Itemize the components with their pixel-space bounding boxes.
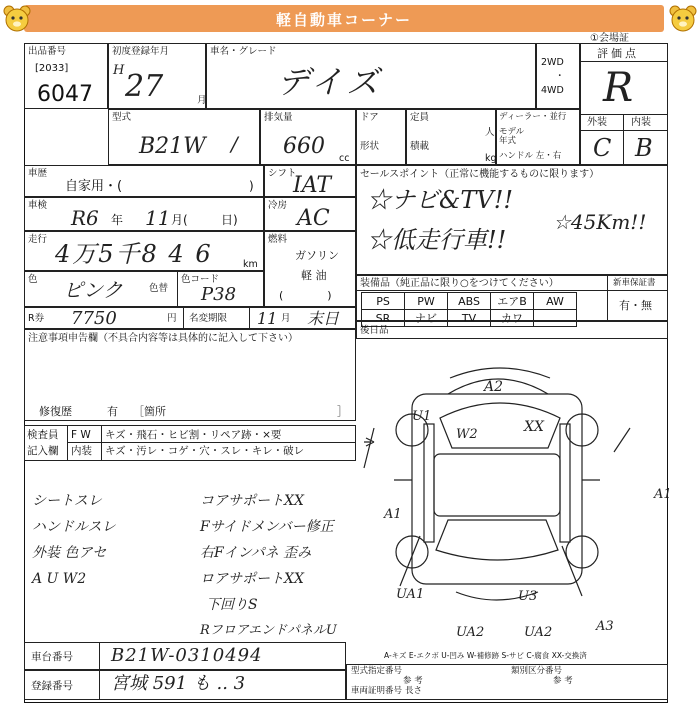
recycle-label: R券 xyxy=(28,313,45,324)
venue-note: ①会場証 xyxy=(590,33,629,44)
car-damage-diagram xyxy=(330,330,668,640)
damage-mark-a1: A1 xyxy=(384,507,402,522)
model-cell xyxy=(108,109,260,165)
damage-mark-a3: A3 xyxy=(596,619,614,634)
category-value: 自家用・( xyxy=(65,179,123,194)
sales-point-2: ☆低走行車!! xyxy=(367,226,507,254)
equip-sr: SR xyxy=(362,310,405,327)
capacity-unit: 人 xyxy=(485,127,495,138)
recycle-value: 7750 xyxy=(71,308,117,329)
mileage-cell xyxy=(24,231,264,271)
inspection-month-unit: 月( xyxy=(171,213,188,227)
capacity-label: 定員 xyxy=(410,112,430,123)
drive-sep: ・ xyxy=(555,71,565,82)
inspector-interior-label: 内装 xyxy=(71,445,92,457)
category-label: 車歴 xyxy=(28,168,48,179)
damage-mark-a1: A1 xyxy=(654,487,672,502)
bottom-right-cell xyxy=(346,664,668,700)
damage-mark-ua2: UA2 xyxy=(456,625,485,640)
registration-label: 登録番号 xyxy=(31,680,73,692)
warranty-label: 新車保証書 xyxy=(613,278,656,288)
displacement-value: 660 xyxy=(283,134,325,159)
first-reg-year: 27 xyxy=(125,69,164,104)
exterior-label: 外装 xyxy=(587,117,607,128)
lot-label: 出品番号 xyxy=(28,46,67,57)
equip-navi: ナビ xyxy=(405,310,448,327)
inspector-note: ハンドルスレ xyxy=(32,519,116,535)
chassis-value: B21W-0310494 xyxy=(111,645,263,666)
repair-value: 有 xyxy=(107,405,118,418)
color-cell xyxy=(24,271,264,307)
equip-aw: AW xyxy=(534,293,577,310)
transfer-month: 11 xyxy=(257,309,278,328)
shift-value: IAT xyxy=(293,173,332,198)
divider xyxy=(177,272,178,306)
inspection-value: R6 xyxy=(71,206,99,230)
ac-label: 冷房 xyxy=(268,200,288,211)
category-no-label: 類別区分番号 xyxy=(511,666,563,676)
chassis-label: 車台番号 xyxy=(31,651,73,663)
registration-value: 宮城 591 も .. 3 xyxy=(111,673,246,694)
shape-label: 形状 xyxy=(360,141,380,152)
equip-ps: PS xyxy=(362,293,405,310)
handle-label: ハンドル 左・右 xyxy=(499,151,562,161)
ac-cell xyxy=(264,197,356,231)
category-close: ) xyxy=(249,179,254,193)
equip-leather: カワ xyxy=(491,310,534,327)
lot-sub: [2033] xyxy=(35,63,69,74)
inspector-note: 外装 色アセ xyxy=(32,545,107,561)
damage-mark-ua2: UA2 xyxy=(524,625,553,640)
inspector-note: コアサポートXX xyxy=(200,493,304,509)
equip-tv: TV xyxy=(448,310,491,327)
transfer-end: 末日 xyxy=(307,309,340,328)
header-title: 軽自動車コーナー xyxy=(275,11,412,29)
ac-value: AC xyxy=(297,206,330,231)
shift-label: シフト xyxy=(268,168,297,179)
color-value: ピンク xyxy=(63,278,123,302)
notes-label: 注意事項申告欄（不具合内容等は具体的に記入して下さい） xyxy=(28,333,298,344)
model-mark: / xyxy=(231,132,238,156)
inspector-note: A U W2 xyxy=(32,571,87,587)
transfer-month-unit: 月 xyxy=(281,313,291,324)
first-reg-label: 初度登録年月 xyxy=(112,46,170,57)
fuel-gasoline: ガソリン xyxy=(295,249,339,262)
inspector-label-1: 検査員 xyxy=(27,429,59,441)
sales-points-cell xyxy=(356,165,668,275)
cert-label: 車両証明番号 xyxy=(351,686,403,696)
car-name-label: 車名・グレード xyxy=(210,46,277,57)
first-reg-month: 月 xyxy=(197,95,207,106)
car-name-value: デイズ xyxy=(277,63,383,101)
evaluation-score: R xyxy=(603,65,634,111)
divider xyxy=(581,130,667,131)
equipment-label: 装備品（純正品に限り○をつけてください） xyxy=(360,278,559,289)
drive-2wd: 2WD xyxy=(541,57,564,68)
fuel-other: ( ) xyxy=(279,289,332,302)
length-label: 長さ xyxy=(405,686,423,696)
door-cell xyxy=(356,109,406,165)
mileage-unit: km xyxy=(243,259,258,270)
mileage-label: 走行 xyxy=(28,234,48,245)
interior-label: 内装 xyxy=(631,117,651,128)
sales-point-3: ☆45Km!! xyxy=(553,210,647,234)
evaluation-cell xyxy=(580,43,668,165)
ref-label: 参 考 xyxy=(553,676,573,686)
lot-number: 6047 xyxy=(37,82,93,107)
shift-cell xyxy=(264,165,356,197)
divider xyxy=(99,643,100,669)
damage-mark-a2: A2 xyxy=(484,379,504,395)
divider xyxy=(581,114,667,115)
divider xyxy=(101,426,102,460)
inspector-fw-label: F W xyxy=(71,429,91,441)
damage-mark-xx: XX xyxy=(524,419,544,435)
inspector-cell xyxy=(24,425,356,461)
first-reg-era: H xyxy=(113,63,125,78)
inspector-note: シートスレ xyxy=(32,493,102,509)
load-unit: kg xyxy=(485,153,497,164)
notes-cell xyxy=(24,329,356,421)
inspection-label: 車検 xyxy=(28,200,48,211)
model-label: 型式 xyxy=(112,112,132,123)
first-reg-cell xyxy=(108,43,206,109)
bear-mascot-icon xyxy=(2,4,32,34)
mileage-value: 4万5千8 4 6 xyxy=(55,240,213,268)
divider xyxy=(67,426,68,460)
equip-airbag: エアB xyxy=(491,293,534,310)
inspector-note: 下回りS xyxy=(206,597,258,613)
recycle-unit: 円 xyxy=(167,313,177,324)
inspection-year-unit: 年 xyxy=(111,213,124,227)
divider xyxy=(183,308,184,328)
sales-point-1: ☆ナビ&TV!! xyxy=(367,186,513,214)
bear-mascot-icon xyxy=(668,4,698,34)
chassis-cell xyxy=(24,642,346,670)
car-name-cell xyxy=(206,43,536,109)
evaluation-label: 評価点 xyxy=(597,47,639,60)
displacement-unit: cc xyxy=(339,153,350,164)
dealer-cell xyxy=(496,109,580,165)
damage-legend: A-キズ E-エクボ U-凹み W-補修跡 S-サビ C-腐食 XX-交換済 xyxy=(384,651,587,660)
equipment-cell xyxy=(356,275,668,325)
equip-abs: ABS xyxy=(448,293,491,310)
load-label: 積載 xyxy=(410,141,430,152)
model-value: B21W xyxy=(139,134,206,159)
inspection-month: 11 xyxy=(145,206,171,230)
drive-4wd: 4WD xyxy=(541,85,564,96)
equip-pw: PW xyxy=(405,293,448,310)
header-banner xyxy=(24,5,664,32)
inspector-note: 右Fインパネ 歪み xyxy=(200,545,312,561)
inspector-label-2: 記入欄 xyxy=(27,445,59,457)
capacity-cell xyxy=(406,109,496,165)
inspector-note: ロアサポートXX xyxy=(200,571,304,587)
repair-label: 修復歴 xyxy=(39,405,72,418)
displacement-cell xyxy=(260,109,356,165)
transfer-label: 名変期限 xyxy=(189,313,228,324)
divider xyxy=(357,290,667,291)
fuel-label: 燃料 xyxy=(268,234,288,245)
color-label: 色 xyxy=(28,274,38,285)
inspection-day-unit: 日) xyxy=(221,213,238,227)
divider xyxy=(607,276,608,320)
damage-mark-ua1: UA1 xyxy=(396,587,425,602)
retrofit-label: 後日品 xyxy=(360,325,389,336)
inspection-cell xyxy=(24,197,264,231)
warranty-value: 有・無 xyxy=(619,299,652,312)
inspector-note: RフロアエンドパネルU xyxy=(200,623,337,638)
divider xyxy=(99,671,100,699)
category-cell xyxy=(24,165,264,197)
color-code-value: P38 xyxy=(201,284,237,305)
color-code-label: 色コード xyxy=(181,274,220,285)
inspector-fw-options: キズ・飛石・ヒビ割・リペア跡・×要 xyxy=(105,429,282,441)
damage-mark-u3: U3 xyxy=(518,589,538,604)
ref-label: 参 考 xyxy=(403,676,423,686)
repair-close: ］ xyxy=(337,405,348,418)
damage-mark-u1: U1 xyxy=(412,409,432,424)
color-change-label: 色替 xyxy=(149,283,169,294)
divider xyxy=(67,442,355,443)
interior-score: B xyxy=(635,134,653,162)
inspector-note: Fサイドメンバー修正 xyxy=(200,519,334,535)
damage-mark-w2: W2 xyxy=(456,427,478,442)
drive-cell xyxy=(536,43,580,109)
registration-cell xyxy=(24,670,346,700)
repair-place: ［箇所 xyxy=(133,405,166,418)
divider xyxy=(249,308,250,328)
recycle-cell xyxy=(24,307,356,329)
divider xyxy=(581,61,667,62)
sales-points-label: セールスポイント（正常に機能するものに限ります） xyxy=(360,169,600,180)
fuel-diesel: 軽 油 xyxy=(301,269,327,282)
lot-cell xyxy=(24,43,108,109)
fuel-cell xyxy=(264,231,356,307)
divider xyxy=(623,114,624,164)
dealer-label: ディーラー・並行 xyxy=(499,112,567,122)
model-year-label: モデル年式 xyxy=(499,127,525,146)
door-label: ドア xyxy=(360,112,379,123)
exterior-score: C xyxy=(593,134,612,162)
model-cert-label: 型式指定番号 xyxy=(351,666,403,676)
displacement-label: 排気量 xyxy=(264,112,293,123)
inspector-interior-options: キズ・汚レ・コゲ・穴・スレ・キレ・破レ xyxy=(105,445,305,457)
